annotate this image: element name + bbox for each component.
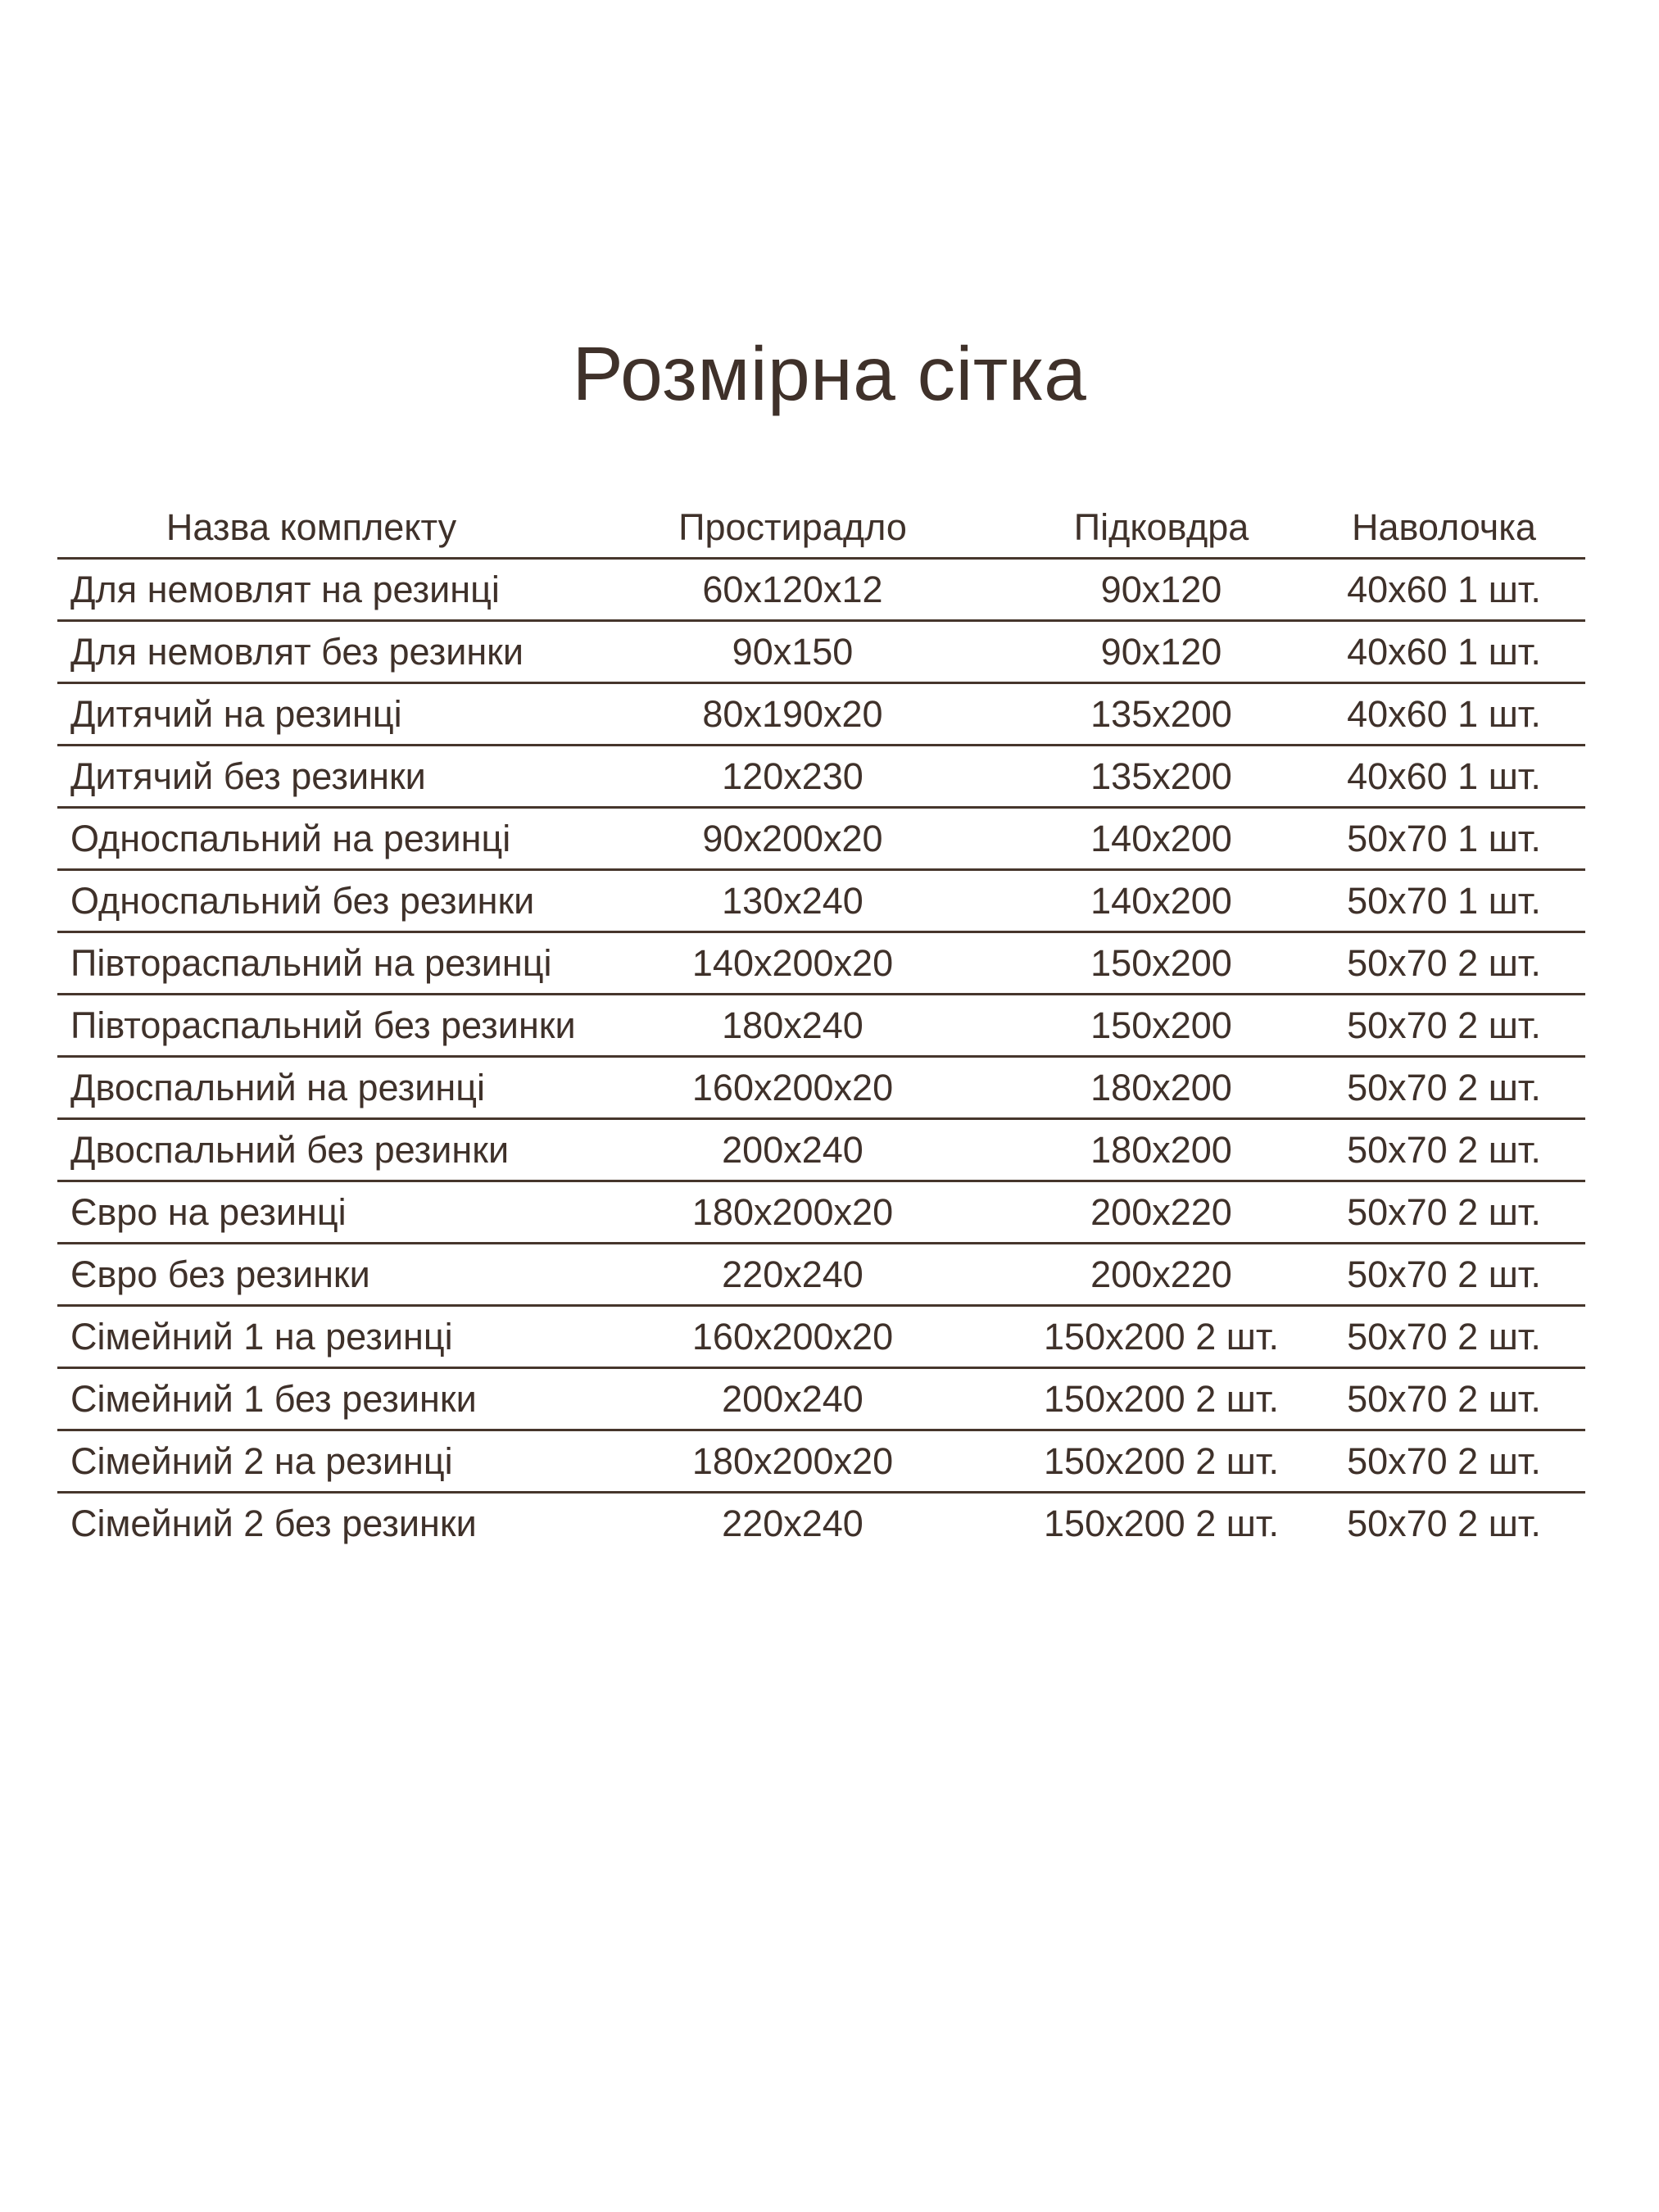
sheet-size-cell: 200х240	[722, 1377, 863, 1420]
page-title: Розмірна сітка	[572, 331, 1087, 416]
table-row	[57, 746, 1585, 808]
set-name-cell: Сімейний 2 без резинки	[70, 1502, 477, 1544]
table-row	[57, 932, 1585, 995]
set-name-cell: Для немовлят без резинки	[70, 630, 524, 673]
duvet-size-cell: 150х200 2 шт.	[1044, 1377, 1279, 1420]
duvet-size-cell: 140х200	[1090, 879, 1232, 922]
set-name-cell: Півтораспальний на резинці	[70, 941, 552, 984]
pillowcase-size-cell: 50х70 1 шт.	[1347, 879, 1541, 922]
sheet-size-cell: 200х240	[722, 1128, 863, 1171]
column-header-duvet-cover: Підковдра	[1073, 505, 1249, 548]
sheet-size-cell: 220х240	[722, 1502, 863, 1544]
pillowcase-size-cell: 50х70 2 шт.	[1347, 1004, 1541, 1046]
set-name-cell: Сімейний 1 без резинки	[70, 1377, 477, 1420]
set-name-cell: Односпальний на резинці	[70, 817, 511, 859]
table-row	[57, 683, 1585, 746]
sheet-size-cell: 160х200х20	[691, 1066, 894, 1108]
table-row	[57, 1181, 1585, 1244]
sheet-size-cell: 130х240	[722, 879, 863, 922]
duvet-size-cell: 150х200 2 шт.	[1044, 1315, 1279, 1358]
set-name-cell: Двоспальний на резинці	[70, 1066, 485, 1108]
pillowcase-size-cell: 50х70 2 шт.	[1347, 1190, 1541, 1233]
table-row	[57, 995, 1585, 1057]
sheet-size-cell: 180х200х20	[691, 1190, 894, 1233]
duvet-size-cell: 140х200	[1090, 817, 1232, 859]
duvet-size-cell: 200х220	[1090, 1253, 1232, 1295]
sheet-size-cell: 140х200х20	[691, 941, 894, 984]
duvet-size-cell: 90х120	[1100, 568, 1222, 610]
table-row	[57, 559, 1585, 621]
duvet-size-cell: 150х200	[1090, 941, 1232, 984]
table-row	[57, 1244, 1585, 1306]
sheet-size-cell: 60х120х12	[702, 568, 883, 610]
pillowcase-size-cell: 50х70 2 шт.	[1347, 1128, 1541, 1171]
sheet-size-cell: 180х240	[722, 1004, 863, 1046]
pillowcase-size-cell: 50х70 2 шт.	[1347, 1502, 1541, 1544]
duvet-size-cell: 135х200	[1090, 755, 1232, 797]
set-name-cell: Сімейний 1 на резинці	[70, 1315, 453, 1358]
table-row	[57, 808, 1585, 870]
size-table-body	[57, 559, 1585, 1554]
duvet-size-cell: 150х200 2 шт.	[1044, 1439, 1279, 1482]
pillowcase-size-cell: 50х70 2 шт.	[1347, 1253, 1541, 1295]
set-name-cell: Євро без резинки	[70, 1253, 370, 1295]
duvet-size-cell: 200х220	[1090, 1190, 1232, 1233]
set-name-cell: Дитячий на резинці	[70, 692, 402, 735]
table-row	[57, 1368, 1585, 1430]
duvet-size-cell: 180х200	[1090, 1128, 1232, 1171]
sheet-size-cell: 80х190х20	[702, 692, 883, 735]
size-table	[57, 497, 1585, 1553]
duvet-size-cell: 150х200 2 шт.	[1044, 1502, 1279, 1544]
sheet-size-cell: 220х240	[722, 1253, 863, 1295]
set-name-cell: Дитячий без резинки	[70, 755, 426, 797]
pillowcase-size-cell: 40х60 1 шт.	[1347, 630, 1541, 673]
table-row	[57, 1430, 1585, 1493]
column-header-pillowcase: Наволочка	[1352, 505, 1536, 548]
table-row	[57, 1306, 1585, 1368]
set-name-cell: Півтораспальний без резинки	[70, 1004, 576, 1046]
column-header-set-name: Назва комплекту	[165, 505, 457, 548]
set-name-cell: Для немовлят на резинці	[70, 568, 500, 610]
size-table-header	[57, 497, 1585, 559]
pillowcase-size-cell: 40х60 1 шт.	[1347, 568, 1541, 610]
pillowcase-size-cell: 50х70 2 шт.	[1347, 1377, 1541, 1420]
set-name-cell: Євро на резинці	[70, 1190, 347, 1233]
set-name-cell: Двоспальний без резинки	[70, 1128, 510, 1171]
set-name-cell: Сімейний 2 на резинці	[70, 1439, 453, 1482]
table-row	[57, 870, 1585, 932]
pillowcase-size-cell: 40х60 1 шт.	[1347, 692, 1541, 735]
pillowcase-size-cell: 50х70 2 шт.	[1347, 1315, 1541, 1358]
pillowcase-size-cell: 50х70 2 шт.	[1347, 1439, 1541, 1482]
table-row	[57, 621, 1585, 683]
duvet-size-cell: 180х200	[1090, 1066, 1232, 1108]
table-header-row	[57, 497, 1585, 559]
set-name-cell: Односпальний без резинки	[70, 879, 535, 922]
pillowcase-size-cell: 40х60 1 шт.	[1347, 755, 1541, 797]
sheet-size-cell: 90х150	[732, 630, 854, 673]
duvet-size-cell: 150х200	[1090, 1004, 1232, 1046]
column-header-sheet: Простирадло	[678, 505, 907, 548]
pillowcase-size-cell: 50х70 1 шт.	[1347, 817, 1541, 859]
sheet-size-cell: 120х230	[722, 755, 863, 797]
pillowcase-size-cell: 50х70 2 шт.	[1347, 1066, 1541, 1108]
table-row	[57, 1493, 1585, 1554]
sheet-size-cell: 180х200х20	[691, 1439, 894, 1482]
table-row	[57, 1119, 1585, 1181]
table-row	[57, 1057, 1585, 1119]
sheet-size-cell: 160х200х20	[691, 1315, 894, 1358]
sheet-size-cell: 90х200х20	[702, 817, 883, 859]
pillowcase-size-cell: 50х70 2 шт.	[1347, 941, 1541, 984]
duvet-size-cell: 135х200	[1090, 692, 1232, 735]
duvet-size-cell: 90х120	[1100, 630, 1222, 673]
